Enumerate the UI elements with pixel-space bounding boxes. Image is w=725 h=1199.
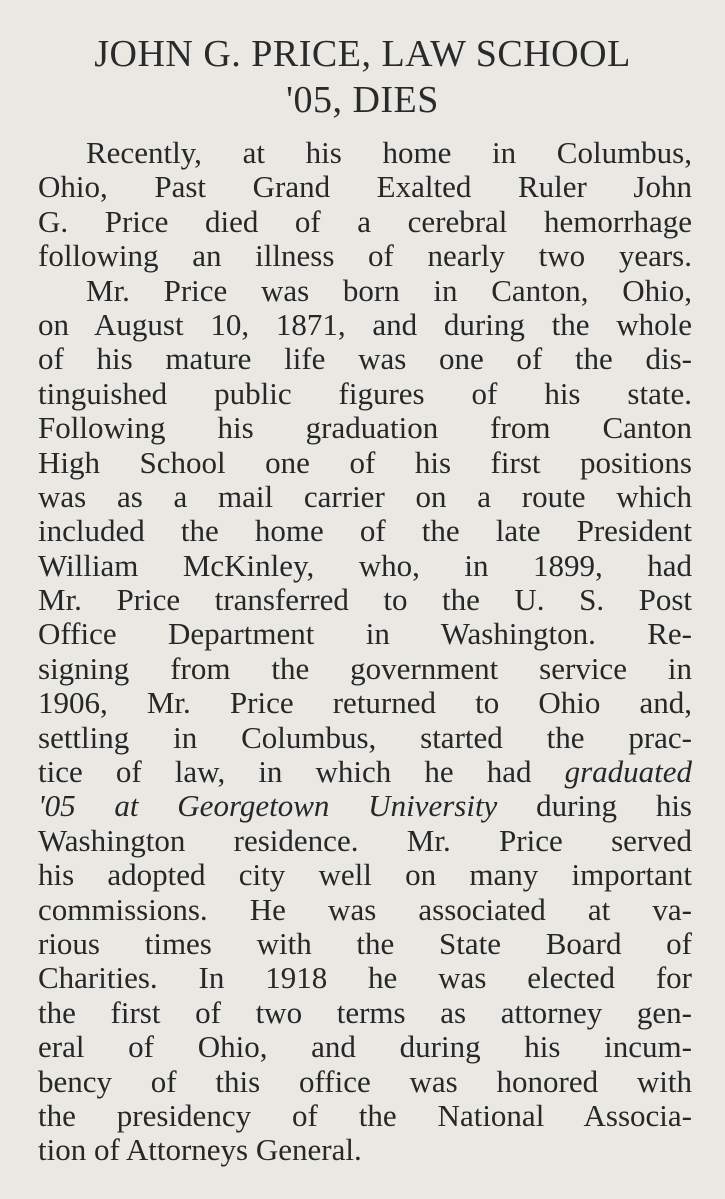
- article-line: Ohio, Past Grand Exalted Ruler John: [38, 169, 692, 205]
- article-line: eral of Ohio, and during his incum-: [38, 1029, 692, 1065]
- article-line-text: tice of law, in which he had: [38, 754, 532, 790]
- article-line: [38, 755, 692, 789]
- article-line: his adopted city well on many important: [38, 857, 692, 893]
- article-line: Washington residence. Mr. Price served: [38, 822, 692, 858]
- article-line: signing from the government service in: [38, 650, 692, 686]
- article-line: High School one of his first positions: [38, 444, 692, 480]
- article-line: the presidency of the National Associa-: [38, 1097, 692, 1133]
- article-line: G. Price died of a cerebral hemorrhage: [38, 203, 692, 239]
- article-line: tinguished public figures of his state.: [38, 375, 692, 411]
- headline-line-1: JOHN G. PRICE, LAW SCHOOL: [94, 33, 631, 75]
- article-line: [38, 789, 692, 823]
- article-line: William McKinley, who, in 1899, had: [38, 547, 692, 583]
- article-line: settling in Columbus, started the prac-: [38, 719, 692, 755]
- article-line: Office Department in Washington. Re-: [38, 616, 692, 652]
- article-line-text: during his: [536, 788, 693, 824]
- article-line: rious times with the State Board of: [38, 925, 692, 961]
- article-line: Mr. Price transferred to the U. S. Post: [38, 582, 692, 618]
- article-line: bency of this office was honored with: [38, 1063, 692, 1099]
- article-line: commissions. He was associated at va-: [38, 891, 692, 927]
- article-emphasis: graduated: [564, 754, 692, 790]
- article-line: was as a mail carrier on a route which: [38, 478, 692, 514]
- article-line: the first of two terms as attorney gen-: [38, 994, 692, 1030]
- article-body: [38, 136, 692, 1168]
- article-line: on August 10, 1871, and during the whole: [38, 306, 692, 342]
- article-line: Mr. Price was born in Canton, Ohio,: [86, 272, 692, 308]
- article-line: Charities. In 1918 he was elected for: [38, 960, 692, 996]
- article-line: tion of Attorneys General.: [38, 1132, 362, 1168]
- article-line: of his mature life was one of the dis-: [38, 341, 692, 377]
- article-line: 1906, Mr. Price returned to Ohio and,: [38, 685, 692, 721]
- headline-line-2: '05, DIES: [286, 79, 439, 121]
- article-line: Recently, at his home in Columbus,: [86, 135, 692, 170]
- article-line: following an illness of nearly two years.: [38, 238, 692, 274]
- article-emphasis: '05 at Georgetown University: [38, 788, 498, 824]
- article-line: included the home of the late President: [38, 513, 692, 549]
- article-line: Following his graduation from Canton: [38, 410, 692, 446]
